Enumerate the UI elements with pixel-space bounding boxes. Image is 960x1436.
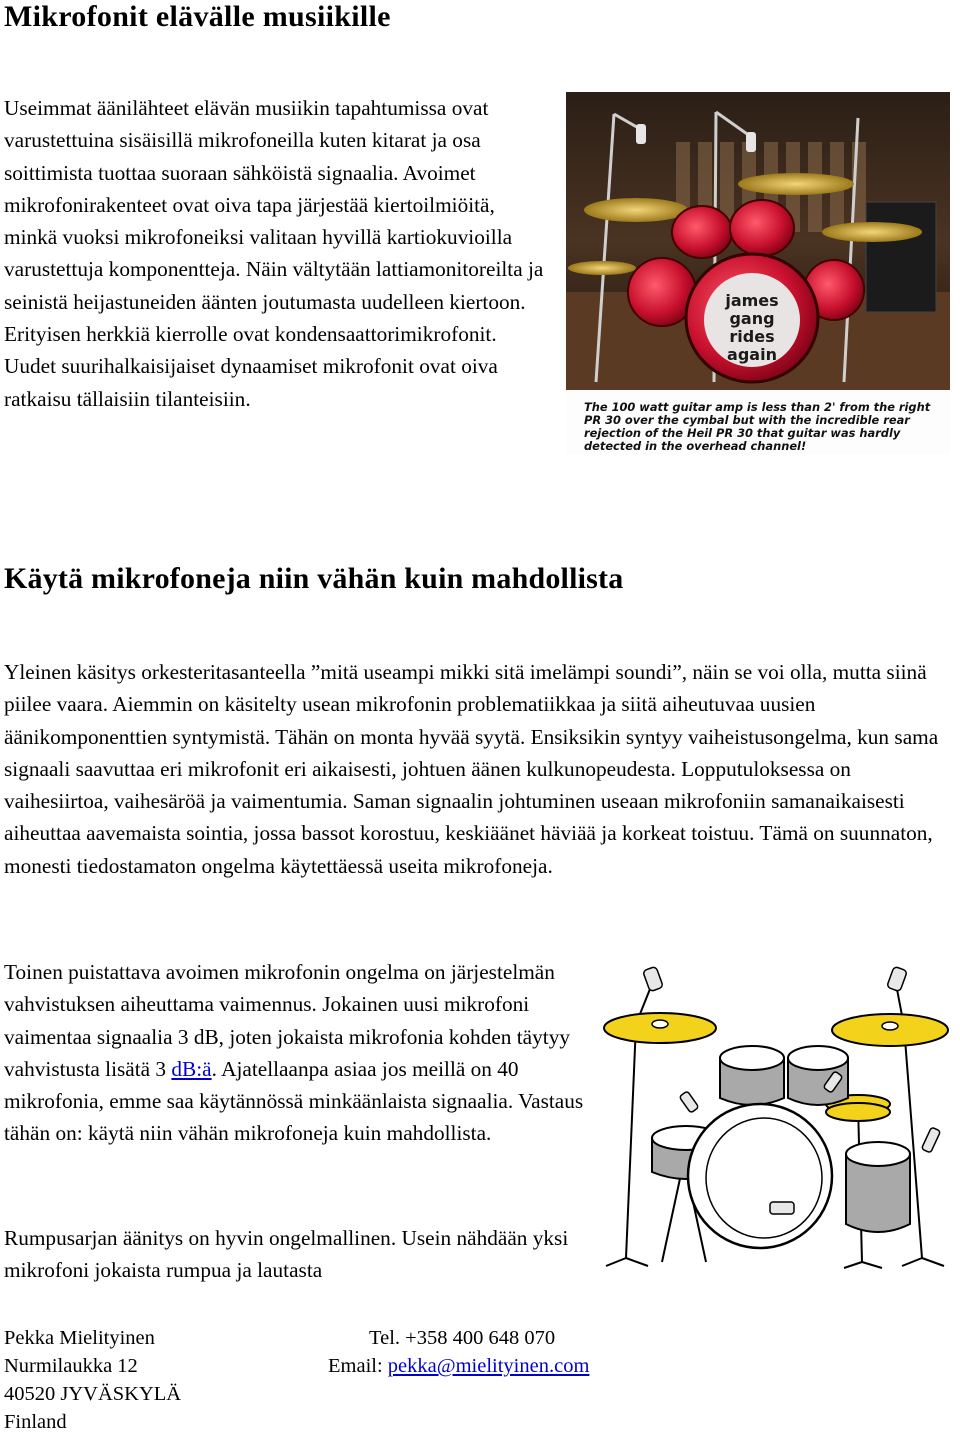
footer-city: 40520 JYVÄSKYLÄ <box>4 1383 182 1405</box>
page-title: Mikrofonit elävälle musiikille <box>4 0 391 33</box>
footer-name: Pekka Mielityinen <box>4 1327 155 1349</box>
body-paragraph: Rumpusarjan äänitys on hyvin ongelmallinen. Usein nähdään yksi mikrofoni jokaista rumpua ja lautasta <box>4 1226 569 1283</box>
footer-email-label: Email: <box>328 1355 388 1377</box>
body-paragraph: Yleinen käsitys orkesteritasanteella ”mitä useampi mikki sitä imelämpi soundi”, näin se voi olla, mutta siinä piilee vaara. Aiemmin on käsitelty usean mikrofonin problematiikkaa ja siitä aiheutuvaa uusien äänikomponenttien syntymistä. Tähän on monta hyvää syytä. Ensiksikin syntyy vaiheistusongelma, kun sama signaali saavuttaa eri mikrofonit eri aikaisesti, johtuen äänen kulkunopeudesta. Lopputuloksessa on vaihesiirtoa, vaihesäröä ja vaimentumia. Saman signaalin johtuminen useaan mikrofoniin samanaikaisesti aiheuttaa aavemaista sointia, jossa bassot korostuu, keskiäänet häviää ja korkeat toistuu. Tämä on suunnaton, monesti tiedostamaton ongelma käytettäessä useita mikrofoneja. <box>4 660 939 878</box>
footer-tel: Tel. +358 400 648 070 <box>369 1327 556 1349</box>
footer-email-line <box>328 1352 589 1380</box>
drum-kit-illustration <box>600 962 952 1270</box>
photo-caption-line: detected in the overhead channel! <box>584 439 807 453</box>
email-link[interactable]: pekka@mielityinen.com <box>387 1355 590 1377</box>
photo-caption-line: PR 30 over the cymbal but with the incredible rear <box>584 413 910 427</box>
photo-caption-line: The 100 watt guitar amp is less than 2' from the right <box>584 400 931 414</box>
drum-head-text-1: james <box>725 291 779 310</box>
section-heading: Käytä mikrofoneja niin vähän kuin mahdollista <box>4 562 624 595</box>
drum-head-text-3: rides <box>729 327 775 346</box>
footer-contact <box>328 1324 589 1380</box>
drum-head-text-4: again <box>727 345 777 364</box>
intro-paragraph: Useimmat äänilähteet elävän musiikin tapahtumissa ovat varustettuina sisäisillä mikrofoneilla kuten kitarat ja osa soittimista tuottaa suoraan sähköistä signaalia. Avoimet mikrofonirakenteet ovat oiva tapa järjestää kiertoilmiöitä, minkä vuoksi mikrofoneiksi valitaan hyvillä kartiokuvioilla varustettuja komponentteja. Näin vältytään lattiamonitoreilta ja seinistä heijastuneiden äänten joutumasta uudelleen kiertoon. Erityisen herkkiä kierrolle ovat kondensaattorimikrofonit. Uudet suurihalkaisijaiset dynaamiset mikrofonit ovat oiva ratkaisu tällaisiin tilanteisiin. <box>4 96 544 411</box>
body-paragraph <box>4 956 589 1150</box>
photo-caption-line: rejection of the Heil PR 30 that guitar was hardly <box>584 426 901 440</box>
paragraph-text: Toinen puistattava avoimen mikrofonin ongelma on järjestelmän vahvistuksen aiheuttama vaimennus. Jokainen uusi mikrofoni vaimentaa signaalia 3 dB, joten jokaista mikrofonia kohden täytyy vahvistusta lisätä 3 <box>4 960 571 1081</box>
footer-street: Nurmilaukka 12 <box>4 1355 138 1377</box>
drum-head-text-2: gang <box>729 309 775 328</box>
drum-kit-photo <box>566 92 950 454</box>
db-link[interactable]: dB:ä <box>171 1056 212 1081</box>
footer-address <box>4 1324 181 1436</box>
paragraph-text: . Ajatellaanpa asiaa jos meillä on 40 mikrofonia, emme saa käytännössä minkäänlaista signaalia. Vastaus tähän on: käytä niin vähän mikrofoneja kuin mahdollista. <box>4 1056 584 1146</box>
footer-country: Finland <box>4 1411 67 1433</box>
